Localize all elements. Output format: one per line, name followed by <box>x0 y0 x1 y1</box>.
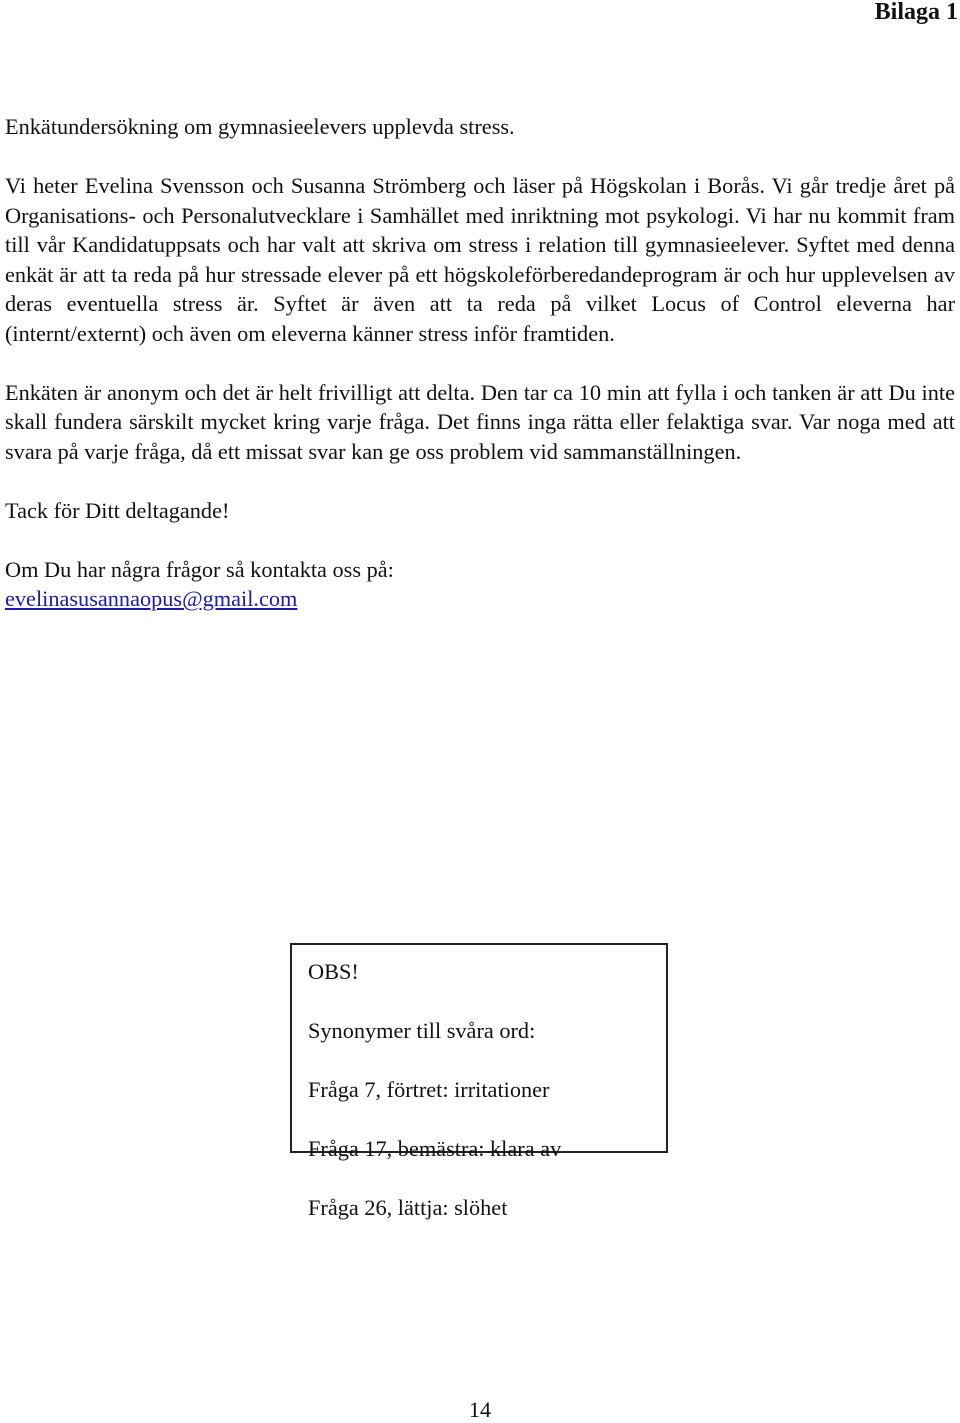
obs-subheading: Synonymer till svåra ord: <box>308 1018 536 1044</box>
obs-heading: OBS! <box>308 959 359 984</box>
letter-body <box>5 112 955 614</box>
synonym-item: Fråga 26, lättja: slöhet <box>308 1195 508 1221</box>
contact-email-link[interactable]: evelinasusannaopus@gmail.com <box>5 586 298 611</box>
anonymity-paragraph: Enkäten är anonym och det är helt frivilligt att delta. Den tar ca 10 min att fylla i och tanken är att Du inte skall fundera särskilt mycket kring varje fråga. Det finns inga rätta eller felaktiga svar. Var noga med att svara på varje fråga, då ett missat svar kan ge oss problem vid sammanställningen. <box>5 379 955 464</box>
synonym-item: Fråga 7, förtret: irritationer <box>308 1077 550 1103</box>
survey-title: Enkätundersökning om gymnasieelevers upplevda stress. <box>5 114 515 139</box>
contact-prompt: Om Du har några frågor så kontakta oss på: <box>5 556 394 582</box>
appendix-label: Bilaga 1 <box>874 0 958 25</box>
thanks-line: Tack för Ditt deltagande! <box>5 497 230 523</box>
synonym-item: Fråga 17, bemästra: klara av <box>308 1136 562 1162</box>
intro-paragraph: Vi heter Evelina Svensson och Susanna Strömberg och läser på Högskolan i Borås. Vi går tredje året på Organisations- och Personalutvecklare i Samhället med inriktning mot psykologi. Vi har nu kommit fram till vår Kandidatuppsats och har valt att skriva om stress i relation till gymnasieelever. Syftet med denna enkät är att ta reda på hur stressade elever på ett högskoleförberedandeprogram är och hur upplevelsen av deras eventuella stress är. Syftet är även att ta reda på vilket Locus of Control eleverna har (internt/externt) och även om eleverna känner stress inför framtiden. <box>5 173 955 346</box>
contact-block <box>5 555 955 614</box>
page-number: 14 <box>469 1397 491 1422</box>
obs-box <box>290 943 668 1221</box>
